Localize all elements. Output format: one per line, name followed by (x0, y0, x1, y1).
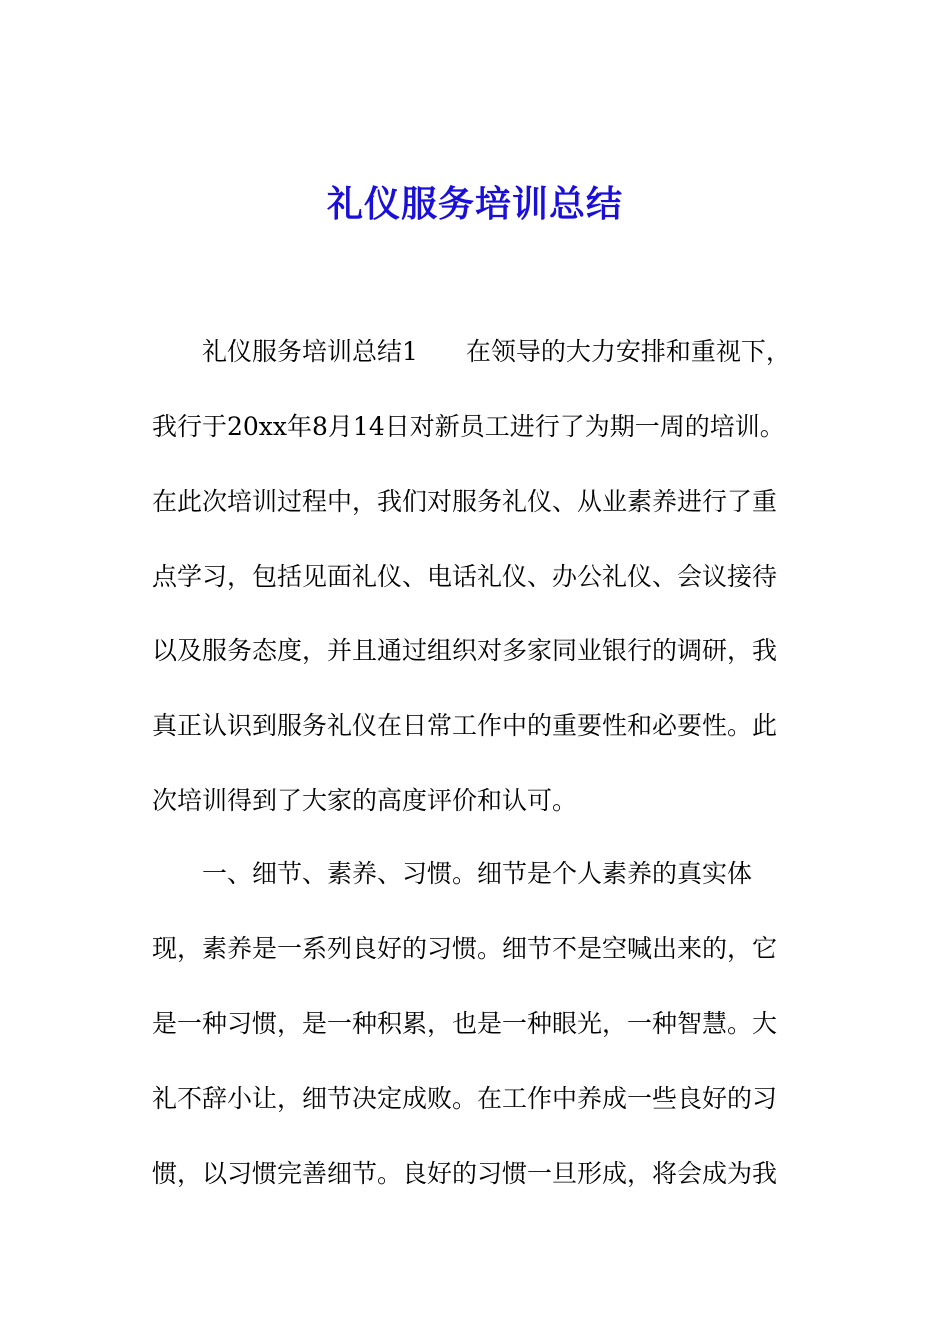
paragraph-line: 我行于20xx年8月14日对新员工进行了为期一周的培训。 (152, 412, 785, 441)
paragraph-line (202, 335, 791, 369)
paragraph-line: 惯，以习惯完善细节。良好的习惯一旦形成，将会成为我 (152, 1159, 778, 1188)
paragraph-line: 在此次培训过程中，我们对服务礼仪、从业素养进行了重 (152, 487, 778, 516)
paragraph-line: 一、细节、素养、习惯。细节是个人素养的真实体 (202, 859, 753, 888)
paragraph-line: 真正认识到服务礼仪在日常工作中的重要性和必要性。此 (152, 711, 778, 740)
paragraph-line: 是一种习惯，是一种积累，也是一种眼光，一种智慧。大 (152, 1009, 778, 1038)
paragraph-line: 次培训得到了大家的高度评价和认可。 (152, 786, 578, 815)
paragraph-line: 现，素养是一系列良好的习惯。细节不是空喊出来的，它 (152, 934, 778, 963)
document-title: 礼仪服务培训总结 (326, 183, 623, 225)
section-heading: 礼仪服务培训总结1 (202, 337, 418, 366)
paragraph-line: 以及服务态度，并且通过组织对多家同业银行的调研，我 (152, 636, 778, 665)
paragraph-text: 在领导的大力安排和重视下， (465, 337, 791, 366)
paragraph-line: 点学习，包括见面礼仪、电话礼仪、办公礼仪、会议接待 (152, 562, 778, 591)
paragraph-line: 礼不辞小让，细节决定成败。在工作中养成一些良好的习 (152, 1084, 778, 1113)
